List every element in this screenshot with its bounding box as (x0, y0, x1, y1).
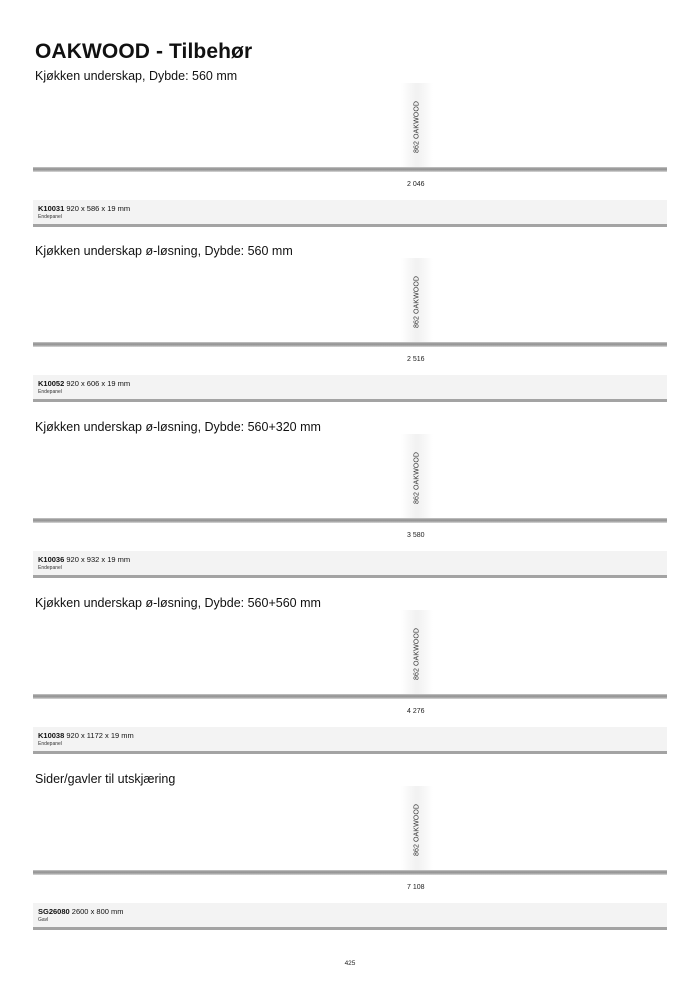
price-value: 4 276 (407, 708, 425, 715)
finish-column-label: 862 OAKWOOD (413, 451, 421, 505)
product-type: Gavl (38, 917, 49, 923)
finish-column-header (401, 434, 433, 520)
product-dimensions: 2600 x 800 mm (71, 907, 124, 916)
product-row (33, 375, 667, 402)
finish-column-header (401, 83, 433, 169)
page-title: OAKWOOD - Tilbehør (35, 40, 253, 63)
product-row (33, 551, 667, 578)
product-section (33, 69, 667, 245)
product-dimensions: 920 x 932 x 19 mm (66, 555, 131, 564)
table-divider (33, 694, 667, 699)
section-heading: Kjøkken underskap ø-løsning, Dybde: 560+560 mm (35, 596, 321, 610)
price-value: 3 580 (407, 532, 425, 539)
finish-column-header (401, 610, 433, 696)
product-code: K10031 (38, 204, 65, 213)
product-type: Endepanel (38, 389, 62, 395)
table-divider (33, 167, 667, 172)
product-code: K10052 (38, 379, 65, 388)
product-section (33, 772, 667, 948)
finish-column-label: 862 OAKWOOD (413, 803, 421, 857)
finish-column-label: 862 OAKWOOD (413, 627, 421, 681)
product-info (38, 379, 130, 388)
product-section (33, 596, 667, 772)
page-number: 425 (344, 960, 356, 967)
product-section (33, 420, 667, 596)
product-info (38, 555, 130, 564)
table-divider (33, 342, 667, 347)
product-info (38, 731, 134, 740)
product-section (33, 244, 667, 420)
product-dimensions: 920 x 586 x 19 mm (66, 204, 131, 213)
price-value: 2 516 (407, 356, 425, 363)
finish-column-label: 862 OAKWOOD (413, 100, 421, 154)
table-divider (33, 518, 667, 523)
product-code: K10038 (38, 731, 65, 740)
product-row (33, 903, 667, 930)
section-heading: Sider/gavler til utskjæring (35, 772, 176, 786)
finish-column-label: 862 OAKWOOD (413, 275, 421, 329)
product-row (33, 200, 667, 227)
finish-column-header (401, 786, 433, 872)
table-divider (33, 870, 667, 875)
section-heading: Kjøkken underskap, Dybde: 560 mm (35, 69, 238, 83)
product-type: Endepanel (38, 214, 62, 220)
section-heading: Kjøkken underskap ø-løsning, Dybde: 560+320 mm (35, 420, 321, 434)
price-value: 2 046 (407, 181, 425, 188)
product-type: Endepanel (38, 565, 62, 571)
product-info (38, 204, 130, 213)
finish-column-header (401, 258, 433, 344)
product-dimensions: 920 x 1172 x 19 mm (66, 731, 134, 740)
product-code: SG26080 (38, 907, 70, 916)
product-row (33, 727, 667, 754)
product-type: Endepanel (38, 741, 62, 747)
product-info (38, 907, 124, 916)
section-heading: Kjøkken underskap ø-løsning, Dybde: 560 mm (35, 244, 293, 258)
product-dimensions: 920 x 606 x 19 mm (66, 379, 131, 388)
price-value: 7 108 (407, 884, 425, 891)
product-code: K10036 (38, 555, 65, 564)
